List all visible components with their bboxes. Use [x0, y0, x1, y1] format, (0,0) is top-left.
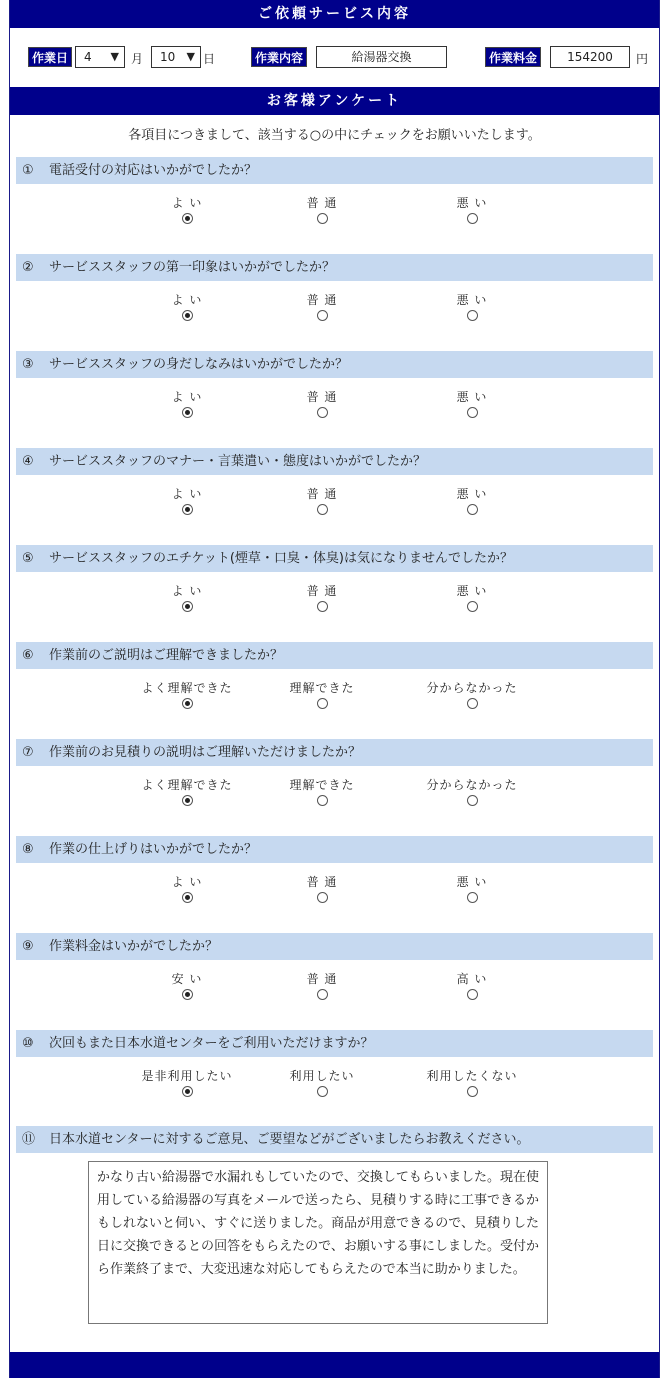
answer-option-label: 普 通: [306, 875, 338, 889]
question-text: サービススタッフのマナー・言葉遣い・態度はいかがでしたか？: [49, 454, 427, 469]
month-select[interactable]: [75, 46, 125, 68]
answer-option: [412, 778, 532, 806]
survey-header: お客様アンケート: [10, 87, 659, 115]
question-text: 作業前のお見積りの説明はご理解いただけましたか？: [49, 745, 362, 760]
answer-option-label: 高 い: [456, 972, 488, 986]
answer-option-label: 分からなかった: [426, 681, 518, 695]
survey-instructions: 各項目につきまして、該当する○の中にチェックをお願いいたします。: [128, 128, 541, 143]
radio-button[interactable]: [467, 213, 478, 224]
answer-option: [127, 778, 247, 806]
answer-option: [127, 487, 247, 515]
answer-option: [262, 487, 382, 515]
answer-option: [412, 584, 532, 612]
answer-option: [262, 681, 382, 709]
radio-button[interactable]: [467, 504, 478, 515]
question-number: ⑦: [22, 745, 34, 760]
work-fee-field[interactable]: 154200: [550, 46, 630, 68]
month-unit: 月: [131, 52, 144, 66]
radio-button[interactable]: [467, 698, 478, 709]
question-10: [16, 1030, 653, 1057]
radio-button[interactable]: [317, 213, 328, 224]
radio-button[interactable]: [182, 989, 193, 1000]
question-11: [16, 1126, 653, 1153]
question-number: ⑧: [22, 842, 34, 857]
radio-button[interactable]: [182, 310, 193, 321]
answer-option-label: 悪 い: [456, 584, 488, 598]
question-number: ⑪: [22, 1132, 36, 1147]
answer-option-label: 安 い: [171, 972, 203, 986]
answer-option-label: 理解できた: [289, 681, 355, 695]
radio-button[interactable]: [317, 504, 328, 515]
answer-option-label: 普 通: [306, 487, 338, 501]
radio-button[interactable]: [467, 407, 478, 418]
day-unit: 日: [203, 52, 216, 66]
answer-option: [412, 196, 532, 224]
radio-button[interactable]: [317, 698, 328, 709]
radio-button[interactable]: [467, 989, 478, 1000]
question-number: ⑤: [22, 551, 34, 566]
work-fee-label: 作業料金: [485, 47, 541, 67]
answer-option-label: 悪 い: [456, 293, 488, 307]
answer-option: [412, 293, 532, 321]
radio-button[interactable]: [467, 601, 478, 612]
radio-button[interactable]: [467, 1086, 478, 1097]
answer-option-label: 普 通: [306, 972, 338, 986]
radio-button[interactable]: [182, 407, 193, 418]
answer-option: [127, 584, 247, 612]
question-text: 日本水道センターに対するご意見、ご要望などがございましたらお教えください。: [49, 1132, 530, 1147]
answer-option: [262, 778, 382, 806]
answer-option-label: 悪 い: [456, 390, 488, 404]
answer-option-label: よ い: [171, 875, 203, 889]
service-header: ご依頼サービス内容: [10, 0, 659, 28]
answer-option: [262, 1069, 382, 1097]
answer-option-label: 悪 い: [456, 487, 488, 501]
answer-option-label: よ い: [171, 293, 203, 307]
answer-option-label: 利用したい: [289, 1069, 355, 1083]
radio-button[interactable]: [182, 1086, 193, 1097]
radio-button[interactable]: [317, 601, 328, 612]
radio-button[interactable]: [317, 989, 328, 1000]
radio-button[interactable]: [182, 213, 193, 224]
answer-option-label: よ い: [171, 390, 203, 404]
answer-option: [262, 972, 382, 1000]
question-number: ⑨: [22, 939, 34, 954]
radio-button[interactable]: [182, 795, 193, 806]
radio-button[interactable]: [182, 892, 193, 903]
question-text: サービススタッフの第一印象はいかがでしたか？: [49, 260, 336, 275]
comment-textarea[interactable]: かなり古い給湯器で水漏れもしていたので、交換してもらいました。現在使用している給湯器の写真をメールで送ったら、見積りする時に工事できるかもしれないと伺い、すぐに送りました。商品が用意できるので、見積りした日に交換できるとの回答をもらえたので、お願いする事にしました。受付から作業終了まで、大変迅速な対応してもらえたので本当に助かりました。: [88, 1161, 548, 1324]
answer-option-label: 普 通: [306, 293, 338, 307]
answer-option-label: 普 通: [306, 196, 338, 210]
answer-option-label: よ い: [171, 584, 203, 598]
question-text: 次回もまた日本水道センターをご利用いただけますか？: [49, 1036, 374, 1051]
answer-option-label: よ い: [171, 487, 203, 501]
question-text: 作業料金はいかがでしたか？: [49, 939, 219, 954]
work-content-label: 作業内容: [251, 47, 307, 67]
day-value: 10: [160, 50, 176, 64]
question-2: [16, 254, 653, 281]
work-content-field[interactable]: 給湯器交換: [316, 46, 447, 68]
question-3: [16, 351, 653, 378]
radio-button[interactable]: [317, 795, 328, 806]
answer-option-label: 理解できた: [289, 778, 355, 792]
answer-option-label: よく理解できた: [141, 778, 233, 792]
answer-option: [127, 681, 247, 709]
answer-option: [262, 584, 382, 612]
month-value: 4: [84, 50, 92, 64]
radio-button[interactable]: [182, 698, 193, 709]
day-select[interactable]: [151, 46, 201, 68]
question-number: ④: [22, 454, 34, 469]
question-text: サービススタッフの身だしなみはいかがでしたか？: [49, 357, 349, 372]
question-9: [16, 933, 653, 960]
answer-option: [127, 293, 247, 321]
radio-button[interactable]: [317, 1086, 328, 1097]
answer-option: [412, 875, 532, 903]
answer-option: [412, 972, 532, 1000]
answer-option: [127, 390, 247, 418]
chevron-down-icon: ▼: [110, 50, 119, 63]
question-text: 電話受付の対応はいかがでしたか？: [49, 163, 258, 178]
question-text: 作業の仕上げりはいかがでしたか？: [49, 842, 258, 857]
answer-option: [127, 196, 247, 224]
radio-button[interactable]: [467, 310, 478, 321]
question-4: [16, 448, 653, 475]
answer-option: [127, 1069, 247, 1097]
survey-frame: [9, 0, 660, 1378]
radio-button[interactable]: [182, 601, 193, 612]
question-text: サービススタッフのエチケット(煙草・口臭・体臭)は気になりませんでしたか？: [49, 551, 513, 566]
radio-button[interactable]: [467, 795, 478, 806]
fee-unit: 円: [636, 52, 649, 66]
answer-option-label: 利用したくない: [426, 1069, 518, 1083]
answer-option: [412, 390, 532, 418]
answer-option-label: よく理解できた: [141, 681, 233, 695]
question-number: ①: [22, 163, 34, 178]
question-number: ③: [22, 357, 34, 372]
question-number: ⑥: [22, 648, 34, 663]
answer-option: [262, 293, 382, 321]
answer-option-label: 普 通: [306, 390, 338, 404]
question-1: [16, 157, 653, 184]
service-info-row: [10, 44, 659, 72]
radio-button[interactable]: [317, 310, 328, 321]
question-text: 作業前のご説明はご理解できましたか？: [49, 648, 284, 663]
chevron-down-icon: ▼: [186, 50, 195, 63]
answer-option-label: 普 通: [306, 584, 338, 598]
question-8: [16, 836, 653, 863]
answer-option-label: 悪 い: [456, 196, 488, 210]
answer-option: [262, 390, 382, 418]
radio-button[interactable]: [317, 407, 328, 418]
question-7: [16, 739, 653, 766]
radio-button[interactable]: [317, 892, 328, 903]
answer-option: [127, 972, 247, 1000]
answer-option-label: 悪 い: [456, 875, 488, 889]
answer-option-label: よ い: [171, 196, 203, 210]
answer-option: [262, 875, 382, 903]
radio-button[interactable]: [467, 892, 478, 903]
answer-option: [412, 681, 532, 709]
question-5: [16, 545, 653, 572]
answer-option: [262, 196, 382, 224]
answer-option: [127, 875, 247, 903]
question-number: ⑩: [22, 1036, 34, 1051]
answer-option: [412, 1069, 532, 1097]
answer-option: [412, 487, 532, 515]
question-number: ②: [22, 260, 34, 275]
answer-option-label: 是非利用したい: [141, 1069, 233, 1083]
question-6: [16, 642, 653, 669]
radio-button[interactable]: [182, 504, 193, 515]
footer-bar: [10, 1352, 659, 1378]
answer-option-label: 分からなかった: [426, 778, 518, 792]
work-date-label: 作業日: [28, 47, 72, 67]
